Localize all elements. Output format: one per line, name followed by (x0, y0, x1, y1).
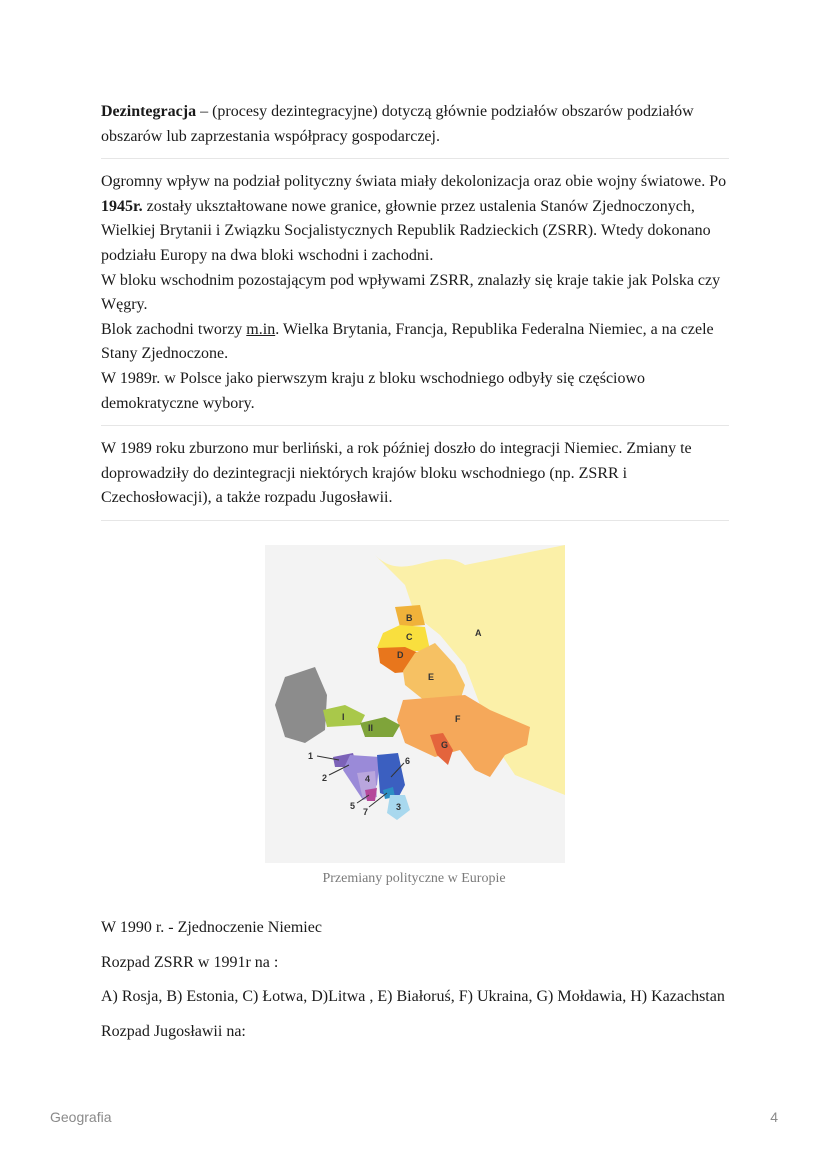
text: zostały ukształtowane nowe granice, głownie przez ustalenia Stanów Zjednoczonych, Wielkiej Brytanii i Związku Socjalistycznych Republik Radzieckich (ZSRR). Wtedy dokonano podziału Europy na dwa bloki wschodni i zachodni. (101, 197, 711, 264)
document-continued (101, 916, 729, 1054)
term: Dezintegracja (101, 103, 197, 120)
document-body (101, 100, 729, 532)
paragraph: Rozpad ZSRR w 1991r na : (101, 953, 279, 971)
map-label: B (406, 613, 413, 623)
europe-map-image (265, 545, 565, 863)
footer-subject: Geografia (50, 1109, 112, 1125)
text: Blok zachodni tworzy (101, 320, 247, 338)
paragraph: Rozpad Jugosławii na: (101, 1022, 246, 1040)
map-label: D (397, 650, 404, 660)
map-label: 7 (363, 807, 369, 817)
figure-caption: Przemiany polityczne w Europie (322, 871, 506, 886)
year: 1945r. (101, 197, 143, 215)
map-label: G (441, 740, 449, 750)
paragraph-definition (101, 100, 729, 158)
paragraph: A) Rosja, B) Estonia, C) Łotwa, D)Litwa , E) Białoruś, F) Ukraina, G) Mołdawia, H) Kazachstan (101, 988, 725, 1006)
map-label: 2 (322, 773, 328, 783)
text: . Wielka Brytania, Francja, Republika Federalna Niemiec, a na czele Stany Zjednoczone. (101, 320, 714, 363)
definition-text: – (procesy dezintegracyjne) dotyczą głównie podziałów obszarów podziałów obszarów lub zaprzestania współpracy gospodarczej. (101, 103, 694, 145)
map-label: C (406, 632, 413, 642)
divider (101, 425, 729, 426)
paragraph-1989: W 1989 roku zburzono mur berliński, a rok później doszło do integracji Niemiec. Zmiany te doprowadziły do dezintegracji niektórych krajów bloku wschodniego (np. ZSRR i Czechosłowacji), a także rozpadu Jugosławii. (101, 440, 692, 507)
map-label: II (368, 723, 374, 733)
paragraph-history (101, 170, 729, 425)
paragraph: W 1990 r. - Zjednoczenie Niemiec (101, 919, 322, 936)
map-label: F (455, 714, 461, 724)
map-label: I (342, 712, 345, 722)
map-label: 6 (405, 756, 411, 766)
link-min[interactable]: m.in (246, 320, 276, 338)
region-5 (365, 788, 377, 801)
divider (101, 520, 729, 521)
map-label: A (475, 628, 482, 638)
text: W bloku wschodnim pozostającym pod wpływami ZSRR, znalazły się kraje takie jak Polska czy Węgry. (101, 271, 721, 314)
map-label: 4 (365, 774, 371, 784)
text: Ogromny wpływ na podział polityczny świata miały dekolonizacja oraz obie wojny światowe. Po (101, 173, 727, 191)
map-label: 1 (308, 751, 314, 761)
footer-page-number: 4 (770, 1109, 778, 1125)
map-label: 3 (396, 802, 402, 812)
divider (101, 158, 729, 159)
text: W 1989r. w Polsce jako pierwszym kraju z bloku wschodniego odbyły się częściowo demokratyczne wybory. (101, 369, 646, 412)
map-label: E (428, 672, 435, 682)
map-label: 5 (350, 801, 356, 811)
